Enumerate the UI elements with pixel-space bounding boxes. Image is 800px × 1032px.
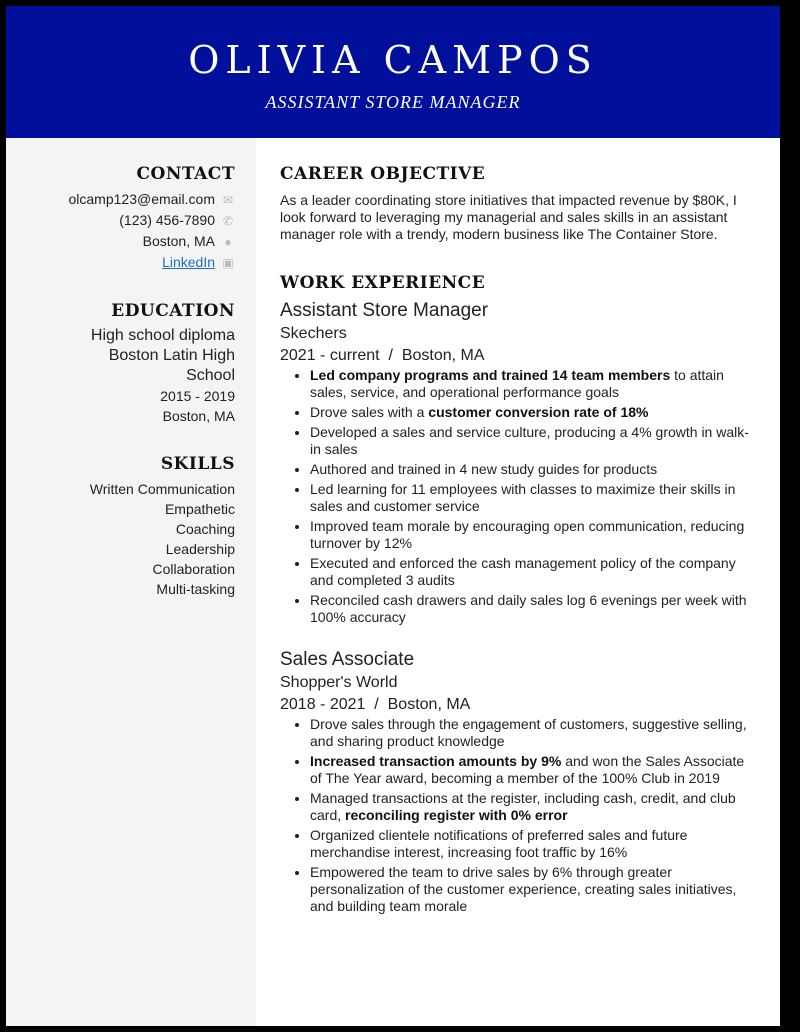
candidate-name: OLIVIA CAMPOS (188, 38, 598, 82)
skill-item: Collaboration (152, 561, 235, 577)
contact-phone: (123) 456-7890 (119, 212, 215, 228)
resume-header (6, 6, 780, 138)
job-bullets (310, 716, 750, 915)
contact-heading: CONTACT (136, 164, 235, 184)
bullet-item: • Empowered the team to drive sales by 6% through greater personalization of the customer experience, creating sales initiatives, and building team morale (310, 864, 750, 915)
bullet-item: • Organized clientele notifications of preferred sales and future merchandise interest, increasing foot traffic by 16% (310, 827, 750, 861)
contact-location-row (16, 231, 235, 252)
envelope-icon: ✉ (222, 193, 234, 207)
objective-text: As a leader coordinating store initiatives that impacted revenue by $80K, I look forward to leveraging my managerial and sales skills in an assistant manager role with a trendy, modern business like The Container Store. (280, 192, 737, 242)
education-school: Boston Latin High School (108, 347, 235, 384)
skills-heading: SKILLS (160, 454, 235, 474)
skill-item: Multi-tasking (156, 581, 235, 597)
map-pin-icon: ● (224, 235, 232, 249)
bullet-item: • Led learning for 11 employees with classes to maximize their skills in sales and customer service (310, 481, 750, 515)
contact-phone-row (16, 210, 235, 231)
job-company: Shopper's World (280, 674, 398, 691)
contact-location: Boston, MA (142, 233, 215, 249)
contact-email: olcamp123@email.com (68, 191, 215, 207)
job-title: Sales Associate (280, 649, 415, 670)
skill-item: Written Communication (89, 481, 235, 497)
bullet-item: • Drove sales through the engagement of customers, suggestive selling, and sharing product knowledge (310, 716, 750, 750)
bullet-item: • Executed and enforced the cash management policy of the company and completed 3 audits (310, 555, 750, 589)
job-dates: 2018 - 2021 / Boston, MA (280, 696, 471, 713)
education-heading: EDUCATION (111, 301, 235, 321)
skills-list (16, 479, 235, 599)
bullet-item: • Developed a sales and service culture, producing a 4% growth in walk-in sales (310, 424, 750, 458)
sidebar (6, 138, 256, 1026)
bullet-item: • Led company programs and trained 14 team members to attain sales, service, and operational performance goals (310, 367, 750, 401)
bullet-item: • Increased transaction amounts by 9% and won the Sales Associate of The Year award, becoming a member of the 100% Club in 2019 (310, 753, 750, 787)
bullet-item: • Drove sales with a customer conversion rate of 18% (310, 404, 750, 421)
contact-linkedin-row (16, 252, 235, 273)
job-entry (280, 299, 750, 626)
contact-email-row (16, 189, 235, 210)
job-company: Skechers (280, 325, 347, 342)
job-title: Assistant Store Manager (280, 300, 489, 321)
skill-item: Leadership (165, 541, 235, 557)
linkedin-icon: ▣ (222, 256, 234, 270)
linkedin-link[interactable]: LinkedIn (162, 254, 215, 270)
candidate-title: ASSISTANT STORE MANAGER (265, 92, 521, 112)
bullet-item: • Reconciled cash drawers and daily sales log 6 evenings per week with 100% accuracy (310, 592, 750, 626)
experience-heading: WORK EXPERIENCE (280, 273, 486, 293)
education-years: 2015 - 2019 (160, 388, 235, 404)
bullet-item: • Managed transactions at the register, including cash, credit, and club card, reconciling register with 0% error (310, 790, 750, 824)
education-degree: High school diploma (90, 327, 235, 344)
main-content (256, 138, 780, 1026)
skill-item: Empathetic (164, 501, 235, 517)
job-bullets (310, 367, 750, 626)
education-location: Boston, MA (162, 408, 235, 424)
job-entry (280, 648, 750, 915)
objective-heading: CAREER OBJECTIVE (280, 164, 486, 184)
bullet-item: • Authored and trained in 4 new study guides for products (310, 461, 750, 478)
job-dates: 2021 - current / Boston, MA (280, 347, 485, 364)
phone-icon: ✆ (222, 214, 234, 228)
skill-item: Coaching (175, 521, 235, 537)
resume-page (6, 6, 780, 1026)
bullet-item: • Improved team morale by encouraging open communication, reducing turnover by 12% (310, 518, 750, 552)
